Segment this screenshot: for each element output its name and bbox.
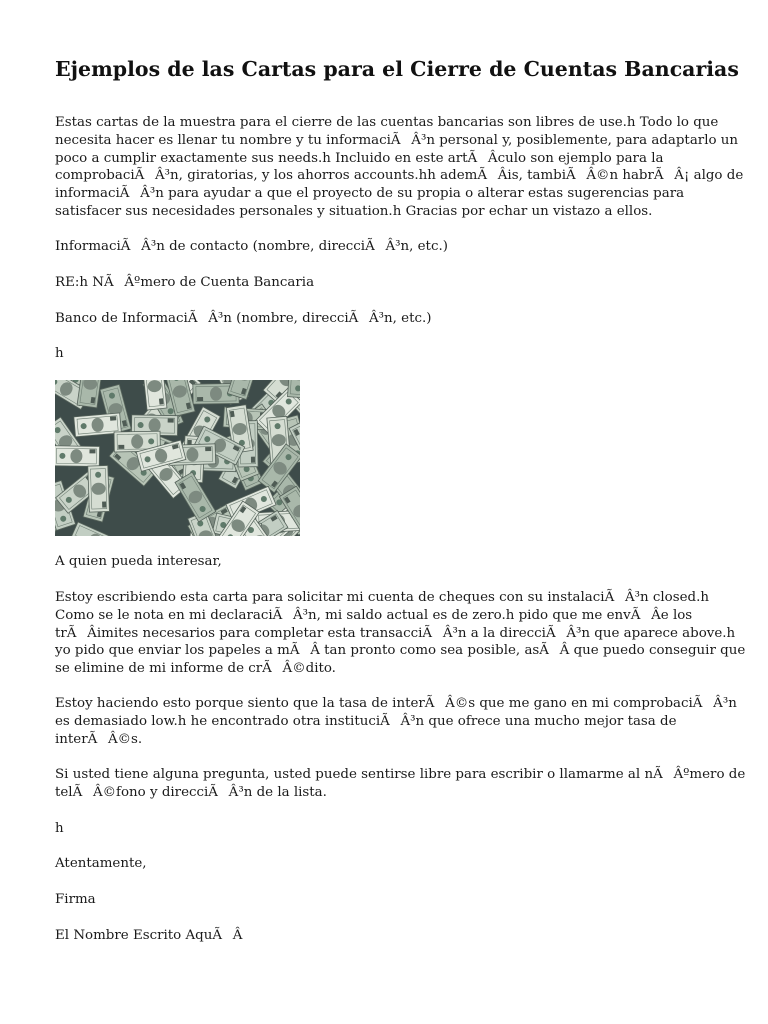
printed-name: El Nombre Escrito AquÃÂ bbox=[55, 928, 243, 943]
intro-line: Estas cartas de la muestra para el cierre de las cuentas bancarias son libres de use.h Todo lo que bbox=[55, 115, 719, 130]
paragraph-line: es demasiado low.h he encontrado otra instituciÃÂ³n que ofrece una mucho mejor tasa de bbox=[55, 713, 677, 729]
contact-info: InformaciÃÂ³n de contacto (nombre, direcciÃÂ³n, etc.) bbox=[55, 239, 448, 254]
body-paragraph-2 bbox=[55, 695, 737, 748]
paragraph-line: yo pido que enviar los papeles a mÃÂ tan pronto como sea posible, asÃÂ que puedo conseguir que bbox=[55, 643, 746, 659]
intro-line: informaciÃÂ³n para ayudar a que el proyecto de su propia o alterar estas sugerencias para bbox=[55, 186, 685, 202]
separator-text: h bbox=[55, 346, 64, 361]
re-line: RE:h NÃÂºmero de Cuenta Bancaria bbox=[55, 275, 315, 290]
intro-line: comprobaciÃÂ³n, giratorias, y los ahorros accounts.hh ademÃÂis, tambiÃÂ©n habrÃÂ¡ algo de bbox=[55, 168, 744, 184]
paragraph-line: se elimine de mi informe de crÃÂ©dito. bbox=[55, 661, 336, 677]
paragraph-line: Si usted tiene alguna pregunta, usted puede sentirse libre para escribir o llamarme al nÃÂºmero de bbox=[55, 767, 746, 782]
money-photo bbox=[55, 380, 300, 536]
salutation: A quien pueda interesar, bbox=[55, 554, 222, 569]
bank-info: Banco de InformaciÃÂ³n (nombre, direcciÃÂ³n, etc.) bbox=[55, 311, 432, 326]
separator-text: h bbox=[55, 821, 64, 836]
paragraph-line: interÃÂ©s. bbox=[55, 731, 143, 747]
body-paragraph-3 bbox=[55, 766, 745, 802]
intro-line: poco a cumplir exactamente sus needs.h Incluido en este artÃÂculo son ejemplo para la bbox=[55, 150, 664, 166]
paragraph-line: telÃÂ©fono y direcciÃÂ³n de la lista. bbox=[55, 784, 327, 800]
paragraph-line: trÃÂimites necesarios para completar esta transacciÃÂ³n a la direcciÃÂ³n que aparece above.h bbox=[55, 625, 736, 641]
signature-label: Firma bbox=[55, 892, 96, 907]
intro-line: satisfacer sus necesidades personales y situation.h Gracias por echar un vistazo a ellos. bbox=[55, 203, 653, 219]
paragraph-line: Como se le nota en mi declaraciÃÂ³n, mi saldo actual es de zero.h pido que me envÃÂe los bbox=[55, 607, 693, 623]
body-paragraph-1 bbox=[55, 589, 745, 678]
paragraph-line: Estoy escribiendo esta carta para solicitar mi cuenta de cheques con su instalaciÃÂ³n closed.h bbox=[55, 590, 709, 605]
intro-line: necesita hacer es llenar tu nombre y tu informaciÃÂ³n personal y, posiblemente, para adaptarlo un bbox=[55, 132, 739, 148]
paragraph-line: Estoy haciendo esto porque siento que la tasa de interÃÂ©s que me gano en mi comprobaciÃÂ³n bbox=[55, 696, 737, 711]
document-title: Ejemplos de las Cartas para el Cierre de Cuentas Bancarias bbox=[55, 57, 739, 81]
intro-paragraph bbox=[55, 114, 743, 221]
closing: Atentamente, bbox=[55, 856, 147, 871]
money-bills-image bbox=[55, 380, 300, 536]
